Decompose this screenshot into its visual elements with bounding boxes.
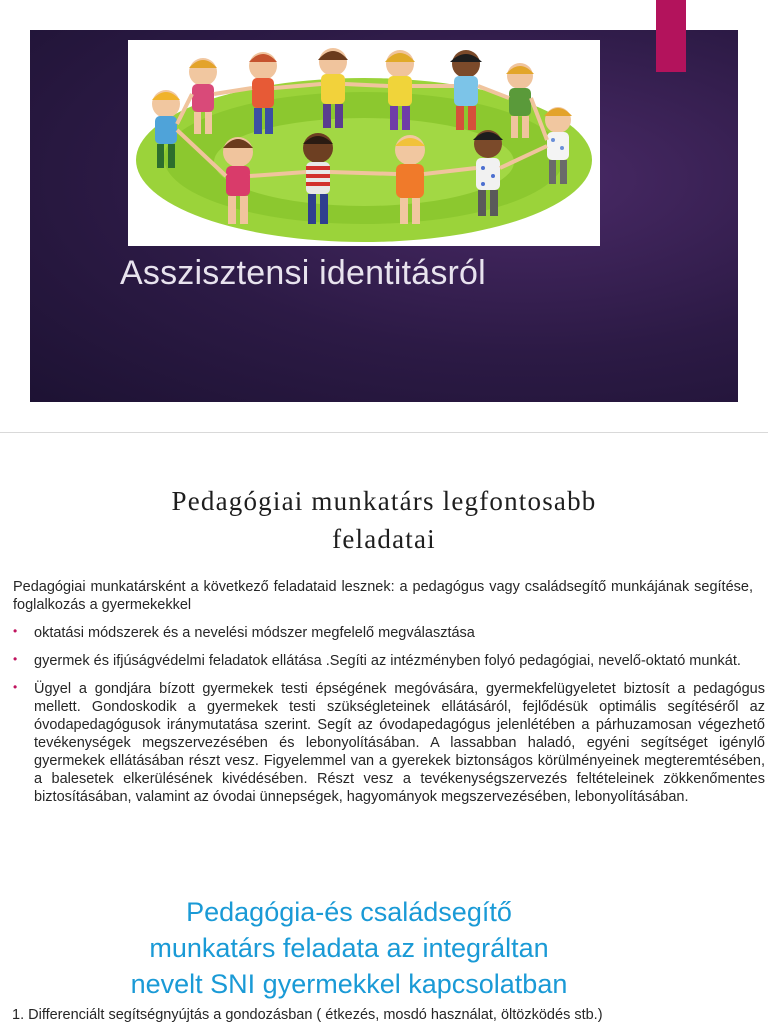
numbered-item: 1. Differenciált segítségnyújtás a gondozásban ( étkezés, mosdó használat, öltözködés stb.): [12, 1007, 603, 1023]
intro-paragraph: Pedagógiai munkatársként a következő feladataid lesznek: a pedagógus vagy családsegítő munkájának segítése, foglalkozás a gyermekekkel: [13, 579, 753, 613]
heading-line: Pedagógiai munkatárs legfontosabb: [171, 486, 597, 516]
accent-bar: [656, 0, 686, 72]
heading-line: nevelt SNI gyermekkel kapcsolatban: [130, 969, 568, 999]
task-list: [13, 624, 765, 816]
heading-line: munkatárs feladata az integráltan: [149, 933, 549, 963]
bullet-icon: •: [13, 652, 18, 666]
section-heading: [40, 482, 728, 558]
heading-line: Pedagógia-és családsegítő: [186, 897, 512, 927]
children-circle-illustration: [128, 40, 600, 246]
list-item-text: oktatási módszerek és a nevelési módszer megfelelő megválasztása: [34, 625, 475, 641]
sni-section-heading: [40, 894, 658, 1002]
heading-line: feladatai: [332, 524, 436, 554]
list-item: [13, 624, 765, 642]
list-item: [13, 652, 765, 670]
title-slide: [0, 0, 768, 420]
list-item-text: Ügyel a gondjára bízott gyermekek testi épségének megóvására, gyermekfelügyeletet biztosít a pedagógus mellett. Gondoskodik a gyermekek testi szükségleteinek ellátásáról, fejlődésük optimális segítéséről az óvodapedagógusok iránymutatása szerint. Segít az óvodapedagógus jelenlétében a párhuzamosan végezhető tevékenységek megszervezésében és lebonyolításában. A lassabban haladó, egyéni segítséget igénylő gyermekek ellátásában részt vesz. Figyelemmel van a gyerekek biztonságos körülményeinek megteremtésében, a balesetek elkerülésének kivédésében. Részt vesz a tevékenységszervezés feltételeinek zökkenőmentes biztosításában, valamint az óvodai ünnepségek, hagyományok megszervezésében, lebonyolításában.: [34, 681, 765, 805]
bullet-icon: •: [13, 680, 18, 694]
slide-title: Asszisztensi identitásról: [120, 254, 486, 292]
bullet-icon: •: [13, 624, 18, 638]
slide-divider: [0, 432, 768, 433]
list-item: [13, 680, 765, 806]
list-item-text: gyermek és ifjúságvédelmi feladatok ellátása .Segíti az intézményben folyó pedagógiai, nevelő-oktató munkát.: [34, 653, 741, 669]
